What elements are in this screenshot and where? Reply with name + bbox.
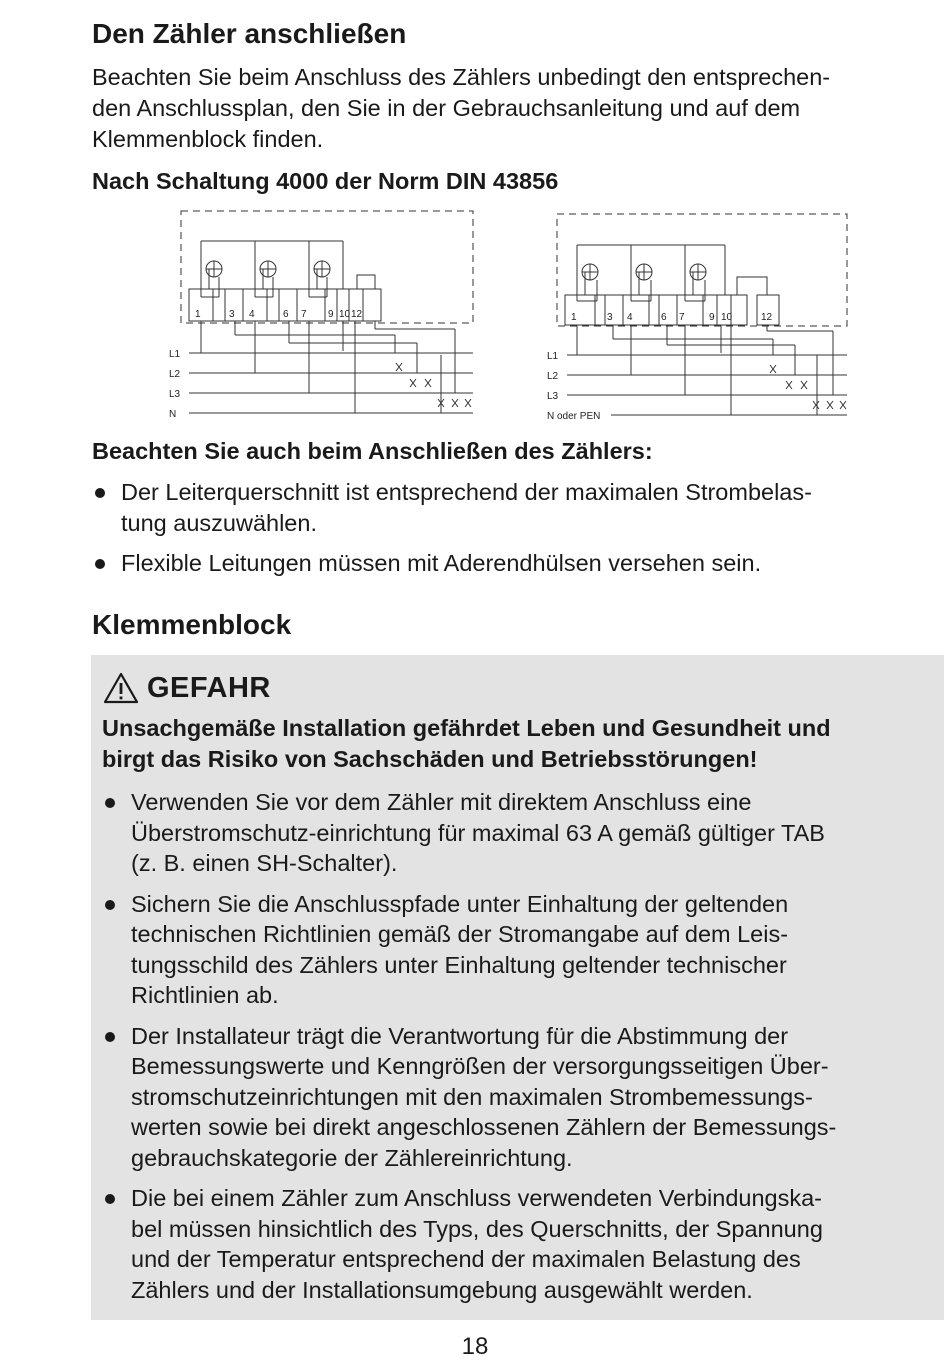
section-title-terminal-block: Klemmenblock <box>92 609 292 640</box>
danger-title: GEFAHR <box>147 671 271 704</box>
terminal-label: 4 <box>627 312 633 323</box>
intro-line: Klemmenblock finden. <box>92 126 324 152</box>
internal-wiring <box>577 245 767 301</box>
danger-box <box>91 655 944 1320</box>
danger-list <box>102 787 937 1315</box>
intro-line: Beachten Sie beim Anschluss des Zählers unbedingt den entsprechen- <box>92 64 831 90</box>
list-item-line: tungsschild des Zählers unter Einhaltung geltender technischer <box>131 951 787 978</box>
wiring-diagram-left <box>165 205 485 425</box>
list-item-line: bel müssen hinsichtlich des Typs, des Querschnitts, der Spannung <box>131 1215 823 1242</box>
terminal-label: 10 <box>721 312 733 323</box>
line-label: L1 <box>547 351 559 362</box>
danger-header <box>103 669 271 707</box>
terminal-label: 9 <box>709 312 715 323</box>
intro-paragraph <box>92 62 942 155</box>
list-item <box>102 787 937 879</box>
terminal-label: 7 <box>301 309 307 320</box>
section-title-connect: Den Zähler anschließen <box>92 18 407 49</box>
terminal-label: 9 <box>328 309 334 320</box>
terminal-label: 1 <box>571 312 577 323</box>
line-label: L2 <box>547 371 559 382</box>
list-item-line: Überstromschutz-einrichtung für maximal 63 A gemäß gültiger TAB <box>131 819 825 846</box>
page-number: 18 <box>461 1333 489 1360</box>
terminal-label: 4 <box>249 309 255 320</box>
list-item-line: Richtlinien ab. <box>131 982 279 1008</box>
terminal-label: 7 <box>679 312 685 323</box>
line-label: L2 <box>169 369 181 380</box>
notes-heading: Beachten Sie auch beim Anschließen des Zählers: <box>92 438 653 464</box>
terminal-label: 12 <box>761 312 773 323</box>
line-label: L3 <box>547 391 559 402</box>
list-item <box>102 1021 937 1174</box>
danger-lead <box>102 713 937 775</box>
list-item-line: stromschutzeinrichtungen mit den maximalen Strombemessungs- <box>131 1083 813 1110</box>
list-item <box>92 477 942 538</box>
list-item-line: Flexible Leitungen müssen mit Aderendhülsen versehen sein. <box>121 550 762 576</box>
external-wiring <box>567 325 847 415</box>
list-item-line: Bemessungswerte und Kenngrößen der versorgungsseitigen Über- <box>131 1053 829 1079</box>
terminal-label: 10 <box>339 309 351 320</box>
list-item <box>102 889 937 1011</box>
fuse-marks <box>770 365 846 409</box>
list-item-line: (z. B. einen SH-Schalter). <box>131 850 398 876</box>
list-item <box>102 1183 937 1305</box>
list-item-line: Der Installateur trägt die Verantwortung für die Abstimmung der <box>131 1022 789 1049</box>
danger-lead-line: Unsachgemäße Installation gefährdet Leben und Gesundheit und <box>102 715 831 741</box>
terminal-block <box>565 295 747 325</box>
wiring-diagram-right <box>545 205 855 425</box>
terminal-label: 3 <box>229 309 235 320</box>
line-label: L1 <box>169 349 181 360</box>
terminal-label: 12 <box>351 309 363 320</box>
external-wiring <box>189 321 473 413</box>
line-label: L3 <box>169 389 181 400</box>
terminal-label: 3 <box>607 312 613 323</box>
list-item-line: gebrauchskategorie der Zählereinrichtung. <box>131 1144 573 1171</box>
danger-lead-line: birgt das Risiko von Sachschäden und Betriebsstörungen! <box>102 746 758 772</box>
list-item <box>92 548 942 579</box>
list-item-line: tung auszuwählen. <box>121 509 317 536</box>
list-item-line: Zählers und der Installationsumgebung ausgewählt werden. <box>131 1276 753 1303</box>
circuit-subheading: Nach Schaltung 4000 der Norm DIN 43856 <box>92 168 559 194</box>
current-coils <box>582 264 706 280</box>
notes-list <box>92 477 942 589</box>
list-item-line: Sichern Sie die Anschlusspfade unter Einhaltung der geltenden <box>131 890 789 917</box>
meter-housing-outline <box>557 214 847 326</box>
line-label: N <box>169 409 177 420</box>
warning-triangle-icon <box>103 672 139 704</box>
current-coils <box>206 261 330 277</box>
intro-line: den Anschlussplan, den Sie in der Gebrauchsanleitung und auf dem <box>92 95 801 121</box>
terminal-label: 1 <box>195 309 201 320</box>
list-item-line: Verwenden Sie vor dem Zähler mit direktem Anschluss eine <box>131 789 752 815</box>
list-item-line: und der Temperatur entsprechend der maximalen Belastung des <box>131 1246 801 1272</box>
list-item-line: werten sowie bei direkt angeschlossenen Zählern der Bemessungs- <box>131 1114 837 1140</box>
terminal-label: 6 <box>661 312 667 323</box>
fuse-marks <box>396 363 471 407</box>
terminal-label: 6 <box>283 309 289 320</box>
line-label: N oder PEN <box>547 411 601 422</box>
list-item-line: Die bei einem Zähler zum Anschluss verwendeten Verbindungska- <box>131 1185 823 1211</box>
list-item-line: technischen Richtlinien gemäß der Stromangabe auf dem Leis- <box>131 921 789 947</box>
list-item-line: Der Leiterquerschnitt ist entsprechend der maximalen Strombelas- <box>121 479 812 505</box>
